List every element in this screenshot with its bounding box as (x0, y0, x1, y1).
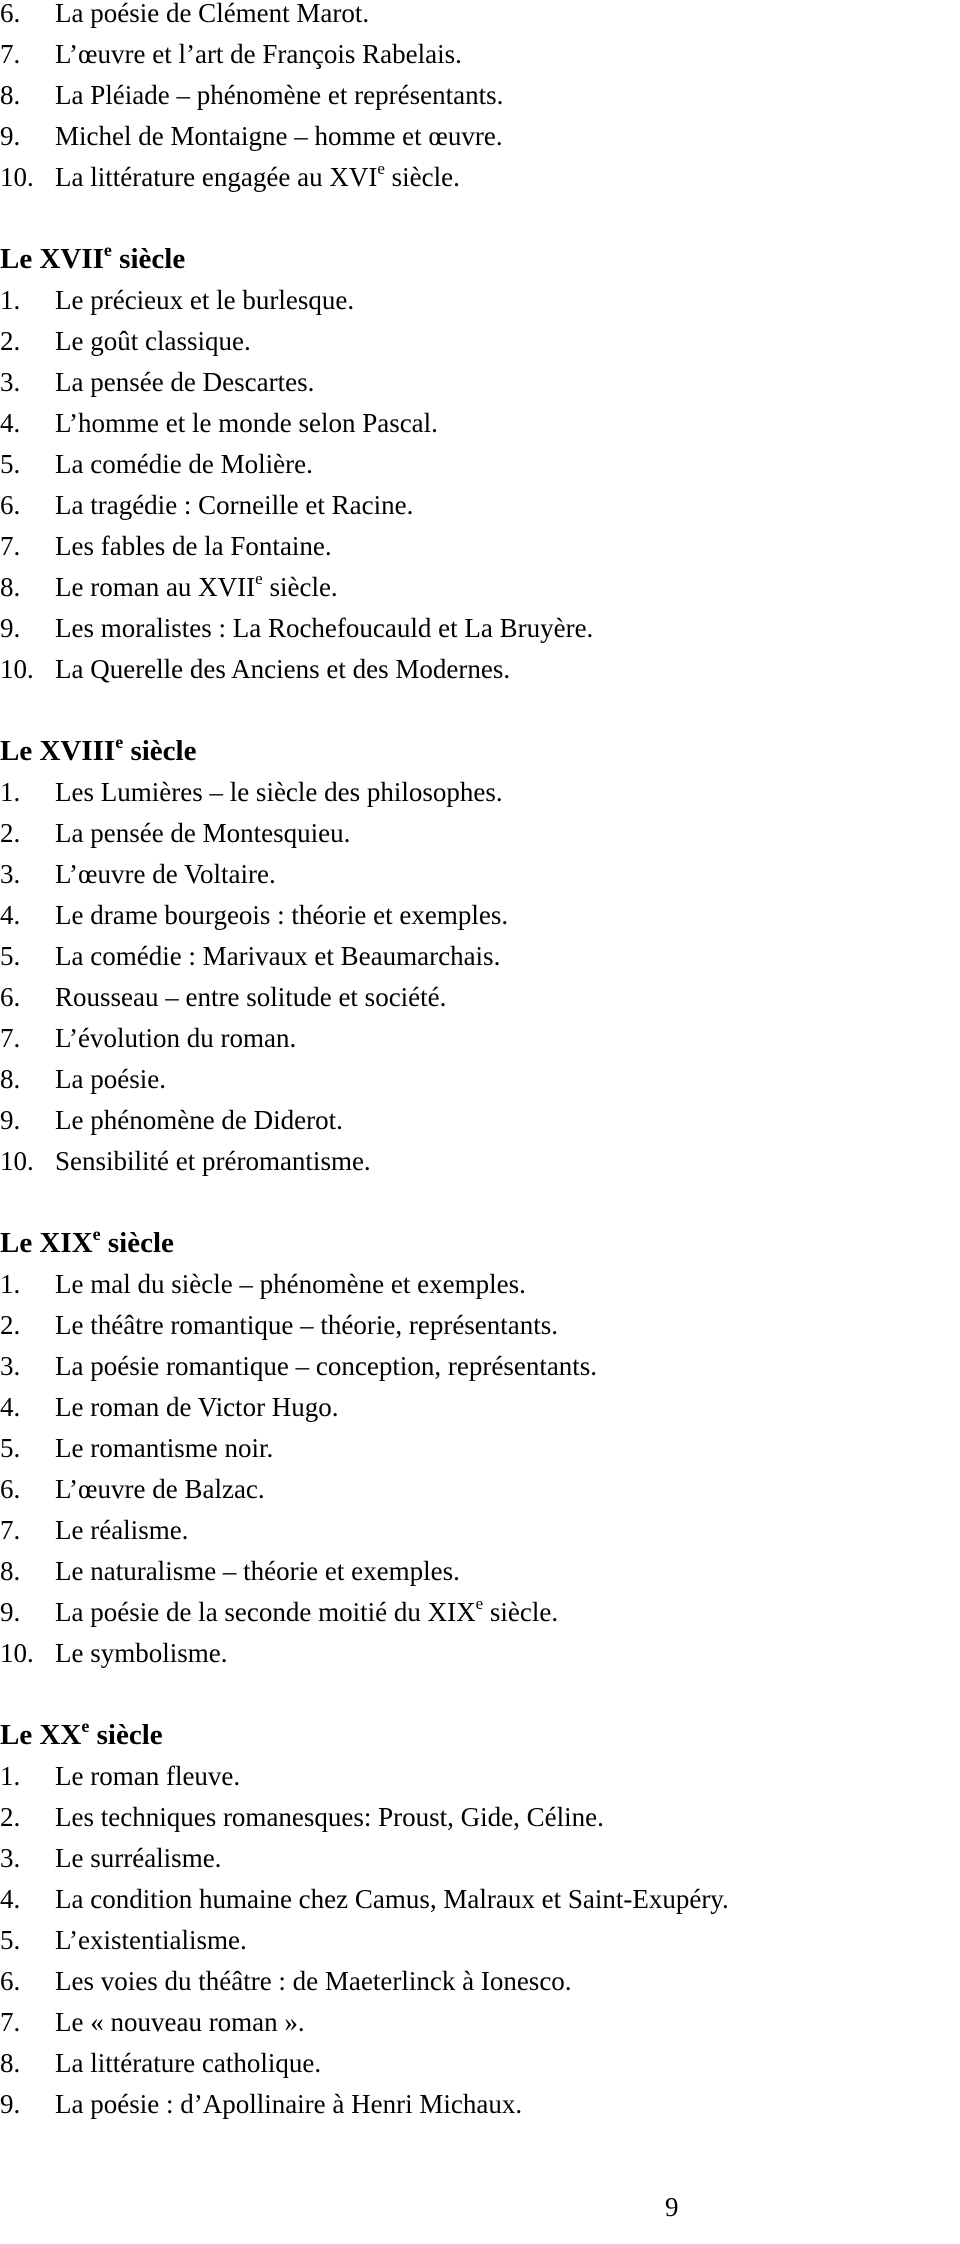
list-item-title: La comédie : Marivaux et Beaumarchais. (55, 941, 501, 971)
list-item (0, 1059, 960, 1100)
list-item-title: Le roman au XVII (55, 572, 256, 602)
list-item-number: 7. (0, 39, 21, 69)
list-item-number: 9. (0, 1597, 21, 1627)
list-item (0, 2002, 960, 2043)
list-item-number: 5. (0, 1925, 21, 1955)
list-item-title: L’œuvre de Balzac. (55, 1474, 265, 1504)
list-item (0, 936, 960, 977)
list-item (0, 854, 960, 895)
list-item (0, 0, 960, 34)
list-item-title: La poésie de Clément Marot. (55, 0, 370, 28)
list-item-title: La poésie romantique – conception, représentants. (55, 1351, 598, 1381)
list-item (0, 608, 960, 649)
list-item-text (55, 2043, 321, 2084)
list-item (0, 977, 960, 1018)
list-item-text (55, 1018, 296, 1059)
section-heading (0, 731, 960, 772)
list-item-title: Le surréalisme. (55, 1843, 222, 1873)
list-item-number: 5. (0, 941, 21, 971)
list-item-text (55, 1100, 343, 1141)
list-item (0, 813, 960, 854)
list-item-number: 6. (0, 0, 21, 28)
list-item-number: 7. (0, 531, 21, 561)
list-item-number: 8. (0, 80, 21, 110)
list-item-title: Le goût classique. (55, 326, 251, 356)
list-item-title: La Querelle des Anciens et des Modernes. (55, 654, 511, 684)
list-item-number: 3. (0, 367, 21, 397)
list-item (0, 444, 960, 485)
list-item-text (55, 526, 332, 567)
section-heading-suffix: siècle (89, 1719, 163, 1751)
list-item-title: La littérature engagée au XVI (55, 162, 378, 192)
list-item-text (55, 895, 508, 936)
list-item-title: La poésie de la seconde moitié du XIX (55, 1597, 476, 1627)
list-item-number: 4. (0, 1392, 21, 1422)
list-item-title: Le romantisme noir. (55, 1433, 274, 1463)
list-item-text (55, 321, 251, 362)
list-item (0, 34, 960, 75)
list-item-suffix: siècle. (384, 162, 460, 192)
list-item (0, 1018, 960, 1059)
list-item-superscript: e (255, 569, 263, 588)
list-item (0, 1264, 960, 1305)
list-item-text (55, 485, 413, 526)
list-item-title: Les Lumières – le siècle des philosophes. (55, 777, 503, 807)
list-item-number: 5. (0, 449, 21, 479)
list-item-text (55, 1387, 339, 1428)
list-item-number: 9. (0, 613, 21, 643)
list-item (0, 75, 960, 116)
list-item-title: L’homme et le monde selon Pascal. (55, 408, 438, 438)
section (0, 0, 960, 198)
list-item-title: Le phénomène de Diderot. (55, 1105, 343, 1135)
list-item-text (55, 1551, 460, 1592)
list-item (0, 649, 960, 690)
list-item-title: La poésie. (55, 1064, 166, 1094)
list-item (0, 1961, 960, 2002)
list-item-text (55, 977, 446, 1018)
list-item (0, 1797, 960, 1838)
page-number-text: 9 (665, 2192, 679, 2222)
list-item-number: 5. (0, 1433, 21, 1463)
list-item (0, 526, 960, 567)
list-item-title: La poésie : d’Apollinaire à Henri Michaux. (55, 2089, 523, 2119)
list-item-text (55, 1838, 221, 1879)
list-item-title: Sensibilité et préromantisme. (55, 1146, 371, 1176)
list-item-title: La tragédie : Corneille et Racine. (55, 490, 414, 520)
section-heading-suffix: siècle (111, 243, 186, 275)
list-item-title: Le théâtre romantique – théorie, représentants. (55, 1310, 559, 1340)
list-item (0, 1428, 960, 1469)
list-item (0, 772, 960, 813)
list-item-text (55, 1592, 558, 1633)
list-item-title: La pensée de Descartes. (55, 367, 315, 397)
list-item-text (55, 1141, 371, 1182)
section-heading-superscript: e (115, 732, 124, 752)
list-item-number: 9. (0, 2089, 21, 2119)
list-item-title: Le précieux et le burlesque. (55, 285, 355, 315)
list-item-number: 3. (0, 1351, 21, 1381)
list-item-number: 2. (0, 818, 21, 848)
list-item-text (55, 608, 593, 649)
section-heading-text: Le XVII (0, 243, 104, 275)
list-item (0, 895, 960, 936)
list-item-number: 7. (0, 2007, 21, 2037)
list-item-number: 4. (0, 408, 21, 438)
section-heading (0, 1715, 960, 1756)
list-item-text (55, 772, 503, 813)
section-heading (0, 239, 960, 280)
list-item-title: Michel de Montaigne – homme et œuvre. (55, 121, 503, 151)
section (0, 1223, 960, 1674)
list-item (0, 1305, 960, 1346)
list-item-title: La pensée de Montesquieu. (55, 818, 351, 848)
section-heading-suffix: siècle (123, 735, 197, 767)
list-item-number: 4. (0, 1884, 21, 1914)
list-item (0, 1469, 960, 1510)
list-item-title: L’existentialisme. (55, 1925, 247, 1955)
list-item-text (55, 75, 503, 116)
list-item-title: Les fables de la Fontaine. (55, 531, 332, 561)
list-item-number: 6. (0, 490, 21, 520)
list-item (0, 567, 960, 608)
list-item (0, 1592, 960, 1633)
list-item (0, 362, 960, 403)
list-item-text (55, 1920, 247, 1961)
list-item-text (55, 1264, 526, 1305)
list-item-text (55, 813, 350, 854)
list-item-title: L’œuvre de Voltaire. (55, 859, 276, 889)
section-heading-superscript: e (81, 1716, 90, 1736)
list-item-number: 1. (0, 1761, 21, 1791)
list-item (0, 1551, 960, 1592)
list-item (0, 1100, 960, 1141)
list-item-number: 10. (0, 654, 34, 684)
list-item-title: Le symbolisme. (55, 1638, 228, 1668)
list-item-title: Les techniques romanesques: Proust, Gide, Céline. (55, 1802, 604, 1832)
list-item-number: 2. (0, 326, 21, 356)
list-item-number: 10. (0, 162, 34, 192)
list-item (0, 1879, 960, 1920)
list-item-title: Les voies du théâtre : de Maeterlinck à Ionesco. (55, 1966, 572, 1996)
list-item-number: 6. (0, 982, 21, 1012)
list-item-text (55, 1879, 729, 1920)
list-item-title: Le roman de Victor Hugo. (55, 1392, 339, 1422)
list-item-number: 1. (0, 777, 21, 807)
list-item-text (55, 2002, 305, 2043)
list-item-number: 2. (0, 1802, 21, 1832)
list-item (0, 1838, 960, 1879)
section-heading-text: Le XIX (0, 1227, 93, 1259)
list-item-text (55, 0, 369, 34)
list-item-number: 4. (0, 900, 21, 930)
list-item-title: L’œuvre et l’art de François Rabelais. (55, 39, 462, 69)
list-item-number: 9. (0, 1105, 21, 1135)
list-item (0, 485, 960, 526)
list-item-title: Le réalisme. (55, 1515, 189, 1545)
section (0, 1715, 960, 2125)
list-item-superscript: e (475, 1594, 484, 1613)
list-item (0, 157, 960, 198)
list-item (0, 1346, 960, 1387)
list-item-title: Le naturalisme – théorie et exemples. (55, 1556, 460, 1586)
list-item-number: 7. (0, 1515, 21, 1545)
list-item-number: 9. (0, 121, 21, 151)
list-item-text (55, 649, 510, 690)
list-item (0, 1510, 960, 1551)
list-item-title: Rousseau – entre solitude et société. (55, 982, 447, 1012)
section-heading-text: Le XVIII (0, 735, 116, 767)
list-item-number: 8. (0, 2048, 21, 2078)
list-item-text (55, 280, 354, 321)
list-item-number: 10. (0, 1638, 34, 1668)
list-item-text (55, 1756, 240, 1797)
section-heading-superscript: e (103, 240, 112, 260)
list-item-number: 6. (0, 1966, 21, 1996)
list-item-text (55, 567, 338, 608)
list-item-text (55, 1428, 273, 1469)
list-item-text (55, 157, 460, 198)
list-item-title: Le mal du siècle – phénomène et exemples. (55, 1269, 526, 1299)
list-item-title: L’évolution du roman. (55, 1023, 297, 1053)
list-item-number: 8. (0, 1064, 21, 1094)
list-item-number: 6. (0, 1474, 21, 1504)
list-item-title: La Pléiade – phénomène et représentants. (55, 80, 504, 110)
section-heading (0, 1223, 960, 1264)
list-item (0, 1141, 960, 1182)
list-item (0, 1920, 960, 1961)
list-item-text (55, 362, 314, 403)
list-item-text (55, 34, 462, 75)
list-item (0, 321, 960, 362)
list-item-number: 3. (0, 1843, 21, 1873)
list-item-title: Le roman fleuve. (55, 1761, 241, 1791)
list-item-number: 8. (0, 572, 21, 602)
list-item-text (55, 854, 276, 895)
list-item (0, 403, 960, 444)
list-item-number: 1. (0, 1269, 21, 1299)
list-item (0, 2084, 960, 2125)
list-item-suffix: siècle. (483, 1597, 559, 1627)
list-item-number: 10. (0, 1146, 34, 1176)
list-item (0, 1633, 960, 1674)
list-item-text (55, 403, 438, 444)
list-item-title: La comédie de Molière. (55, 449, 313, 479)
list-item-text (55, 1797, 604, 1838)
section-heading-text: Le XX (0, 1719, 82, 1751)
list-item-text (55, 1346, 597, 1387)
list-item (0, 2043, 960, 2084)
list-item-number: 2. (0, 1310, 21, 1340)
section (0, 731, 960, 1182)
list-item-number: 1. (0, 285, 21, 315)
list-item-text (55, 116, 503, 157)
list-item-superscript: e (377, 159, 385, 178)
list-item-title: Le drame bourgeois : théorie et exemples. (55, 900, 509, 930)
list-item-title: Le « nouveau roman ». (55, 2007, 305, 2037)
list-item-number: 3. (0, 859, 21, 889)
list-item-text (55, 1510, 188, 1551)
list-item-number: 8. (0, 1556, 21, 1586)
list-item-suffix: siècle. (262, 572, 338, 602)
list-item-title: Les moralistes : La Rochefoucauld et La Bruyère. (55, 613, 594, 643)
list-item-title: La littérature catholique. (55, 2048, 322, 2078)
list-item-text (55, 444, 313, 485)
list-item-text (55, 1633, 227, 1674)
list-item (0, 1387, 960, 1428)
section-heading-superscript: e (92, 1224, 101, 1244)
list-item-title: La condition humaine chez Camus, Malraux et Saint-Exupéry. (55, 1884, 729, 1914)
list-item-text (55, 2084, 522, 2125)
list-item-text (55, 936, 500, 977)
list-item-text (55, 1305, 558, 1346)
list-item-text (55, 1059, 166, 1100)
list-item (0, 1756, 960, 1797)
list-item (0, 280, 960, 321)
list-item-text (55, 1469, 265, 1510)
list-item-number: 7. (0, 1023, 21, 1053)
section-heading-suffix: siècle (100, 1227, 174, 1259)
list-item (0, 116, 960, 157)
section (0, 239, 960, 690)
list-item-text (55, 1961, 572, 2002)
